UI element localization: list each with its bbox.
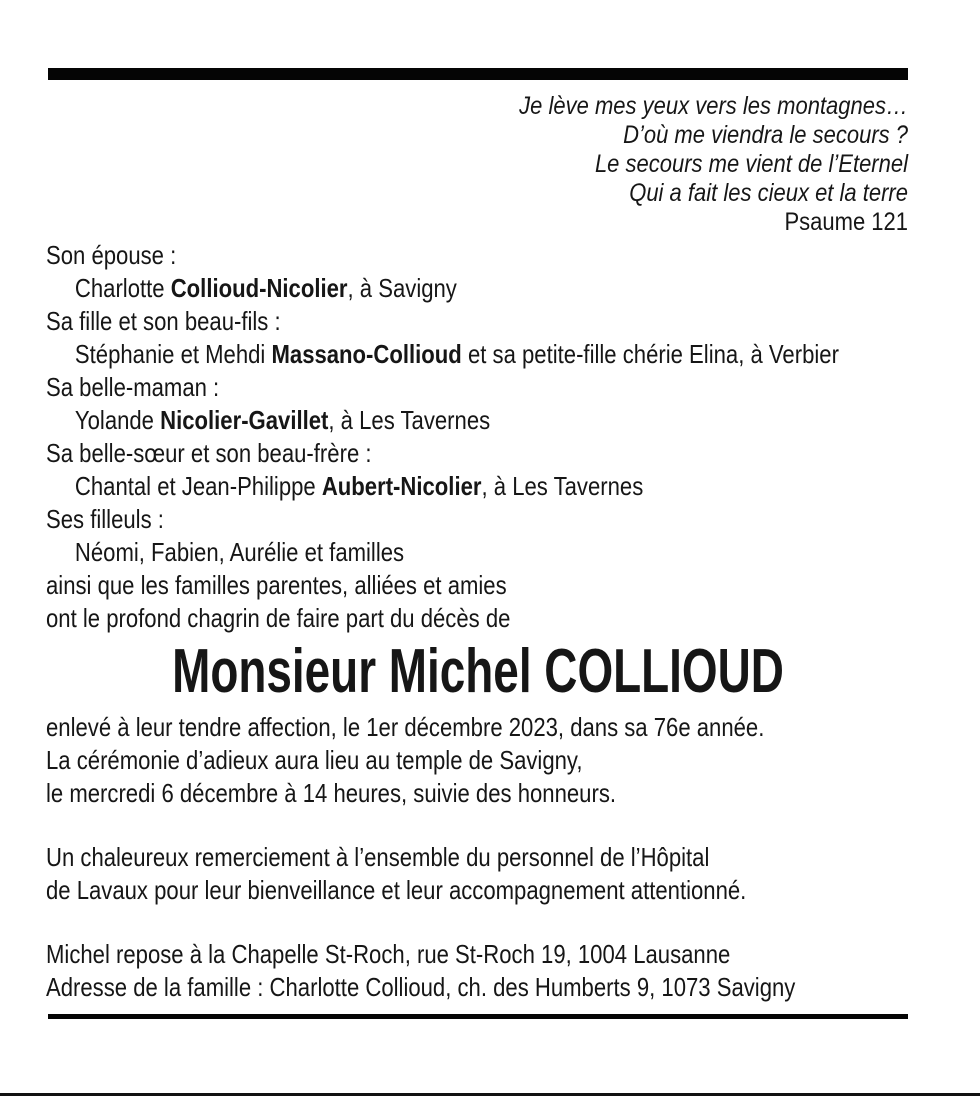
paragraph-line: Un chaleureux remerciement à l’ensemble du personnel de l’Hôpital [46,842,710,872]
family-text: et sa petite-fille chérie Elina, à Verbier [461,339,839,369]
family-text: , à Savigny [347,273,457,303]
top-rule [48,68,908,80]
family-name-bold: Nicolier-Gavillet [160,405,329,435]
family-line [46,437,806,470]
family-text: Sa fille et son beau-fils : [46,306,281,336]
paragraph-line: La cérémonie d’adieux aura lieu au temple de Savigny, [46,745,583,775]
family-text: Charlotte [74,273,171,303]
family-line [46,470,806,503]
family-text: Son épouse : [46,240,177,270]
family-line [46,239,806,272]
family-text: , à Les Tavernes [481,471,644,501]
family-name-bold: Aubert-Nicolier [321,471,482,501]
family-text: Sa belle-sœur et son beau-frère : [46,438,372,468]
family-text: Yolande [74,405,161,435]
notice-paragraphs [46,711,940,1004]
family-line [46,503,806,536]
paragraph-line: Michel repose à la Chapelle St-Roch, rue St-Roch 19, 1004 Lausanne [46,939,731,969]
family-list [46,239,940,635]
family-line [46,338,839,371]
psalm-line: Le secours me vient de l’Eternel [594,150,908,178]
family-line [46,602,806,635]
family-text: Sa belle-maman : [46,372,220,402]
family-text: ont le profond chagrin de faire part du décès de [46,603,511,633]
notice-paragraph [46,938,940,1004]
family-line [46,305,806,338]
family-line [46,371,806,404]
psalm-line: Je lève mes yeux vers les montagnes… [519,92,908,120]
family-text: Ses filleuls : [46,504,164,534]
psalm-reference: Psaume 121 [784,208,908,236]
psalm-quote-lines [48,92,908,208]
family-line [46,404,806,437]
family-text: , à Les Tavernes [328,405,491,435]
family-text: Stéphanie et Mehdi [74,339,272,369]
paragraph-line: enlevé à leur tendre affection, le 1er décembre 2023, dans sa 76e année. [46,712,765,742]
psalm-line: Qui a fait les cieux et la terre [629,179,908,207]
family-line [46,272,806,305]
family-name-bold: Collioud-Nicolier [170,273,348,303]
notice-paragraph [46,711,940,810]
family-text: ainsi que les familles parentes, alliées et amies [46,570,507,600]
family-line [46,536,806,569]
paragraph-line: de Lavaux pour leur bienveillance et leur accompagnement attentionné. [46,875,747,905]
family-name-bold: Massano-Collioud [271,339,462,369]
family-line [46,569,806,602]
psalm-quote [48,92,908,237]
paragraph-line: Adresse de la famille : Charlotte Collioud, ch. des Humberts 9, 1073 Savigny [46,972,796,1002]
bottom-rule [48,1014,908,1019]
psalm-line: D’où me viendra le secours ? [623,121,908,149]
notice-paragraph [46,841,940,907]
family-text: Chantal et Jean-Philippe [74,471,322,501]
family-text: Néomi, Fabien, Aurélie et familles [74,537,405,567]
paragraph-line: le mercredi 6 décembre à 14 heures, suivie des honneurs. [46,778,617,808]
deceased-name: Monsieur Michel COLLIOUD [172,637,784,706]
